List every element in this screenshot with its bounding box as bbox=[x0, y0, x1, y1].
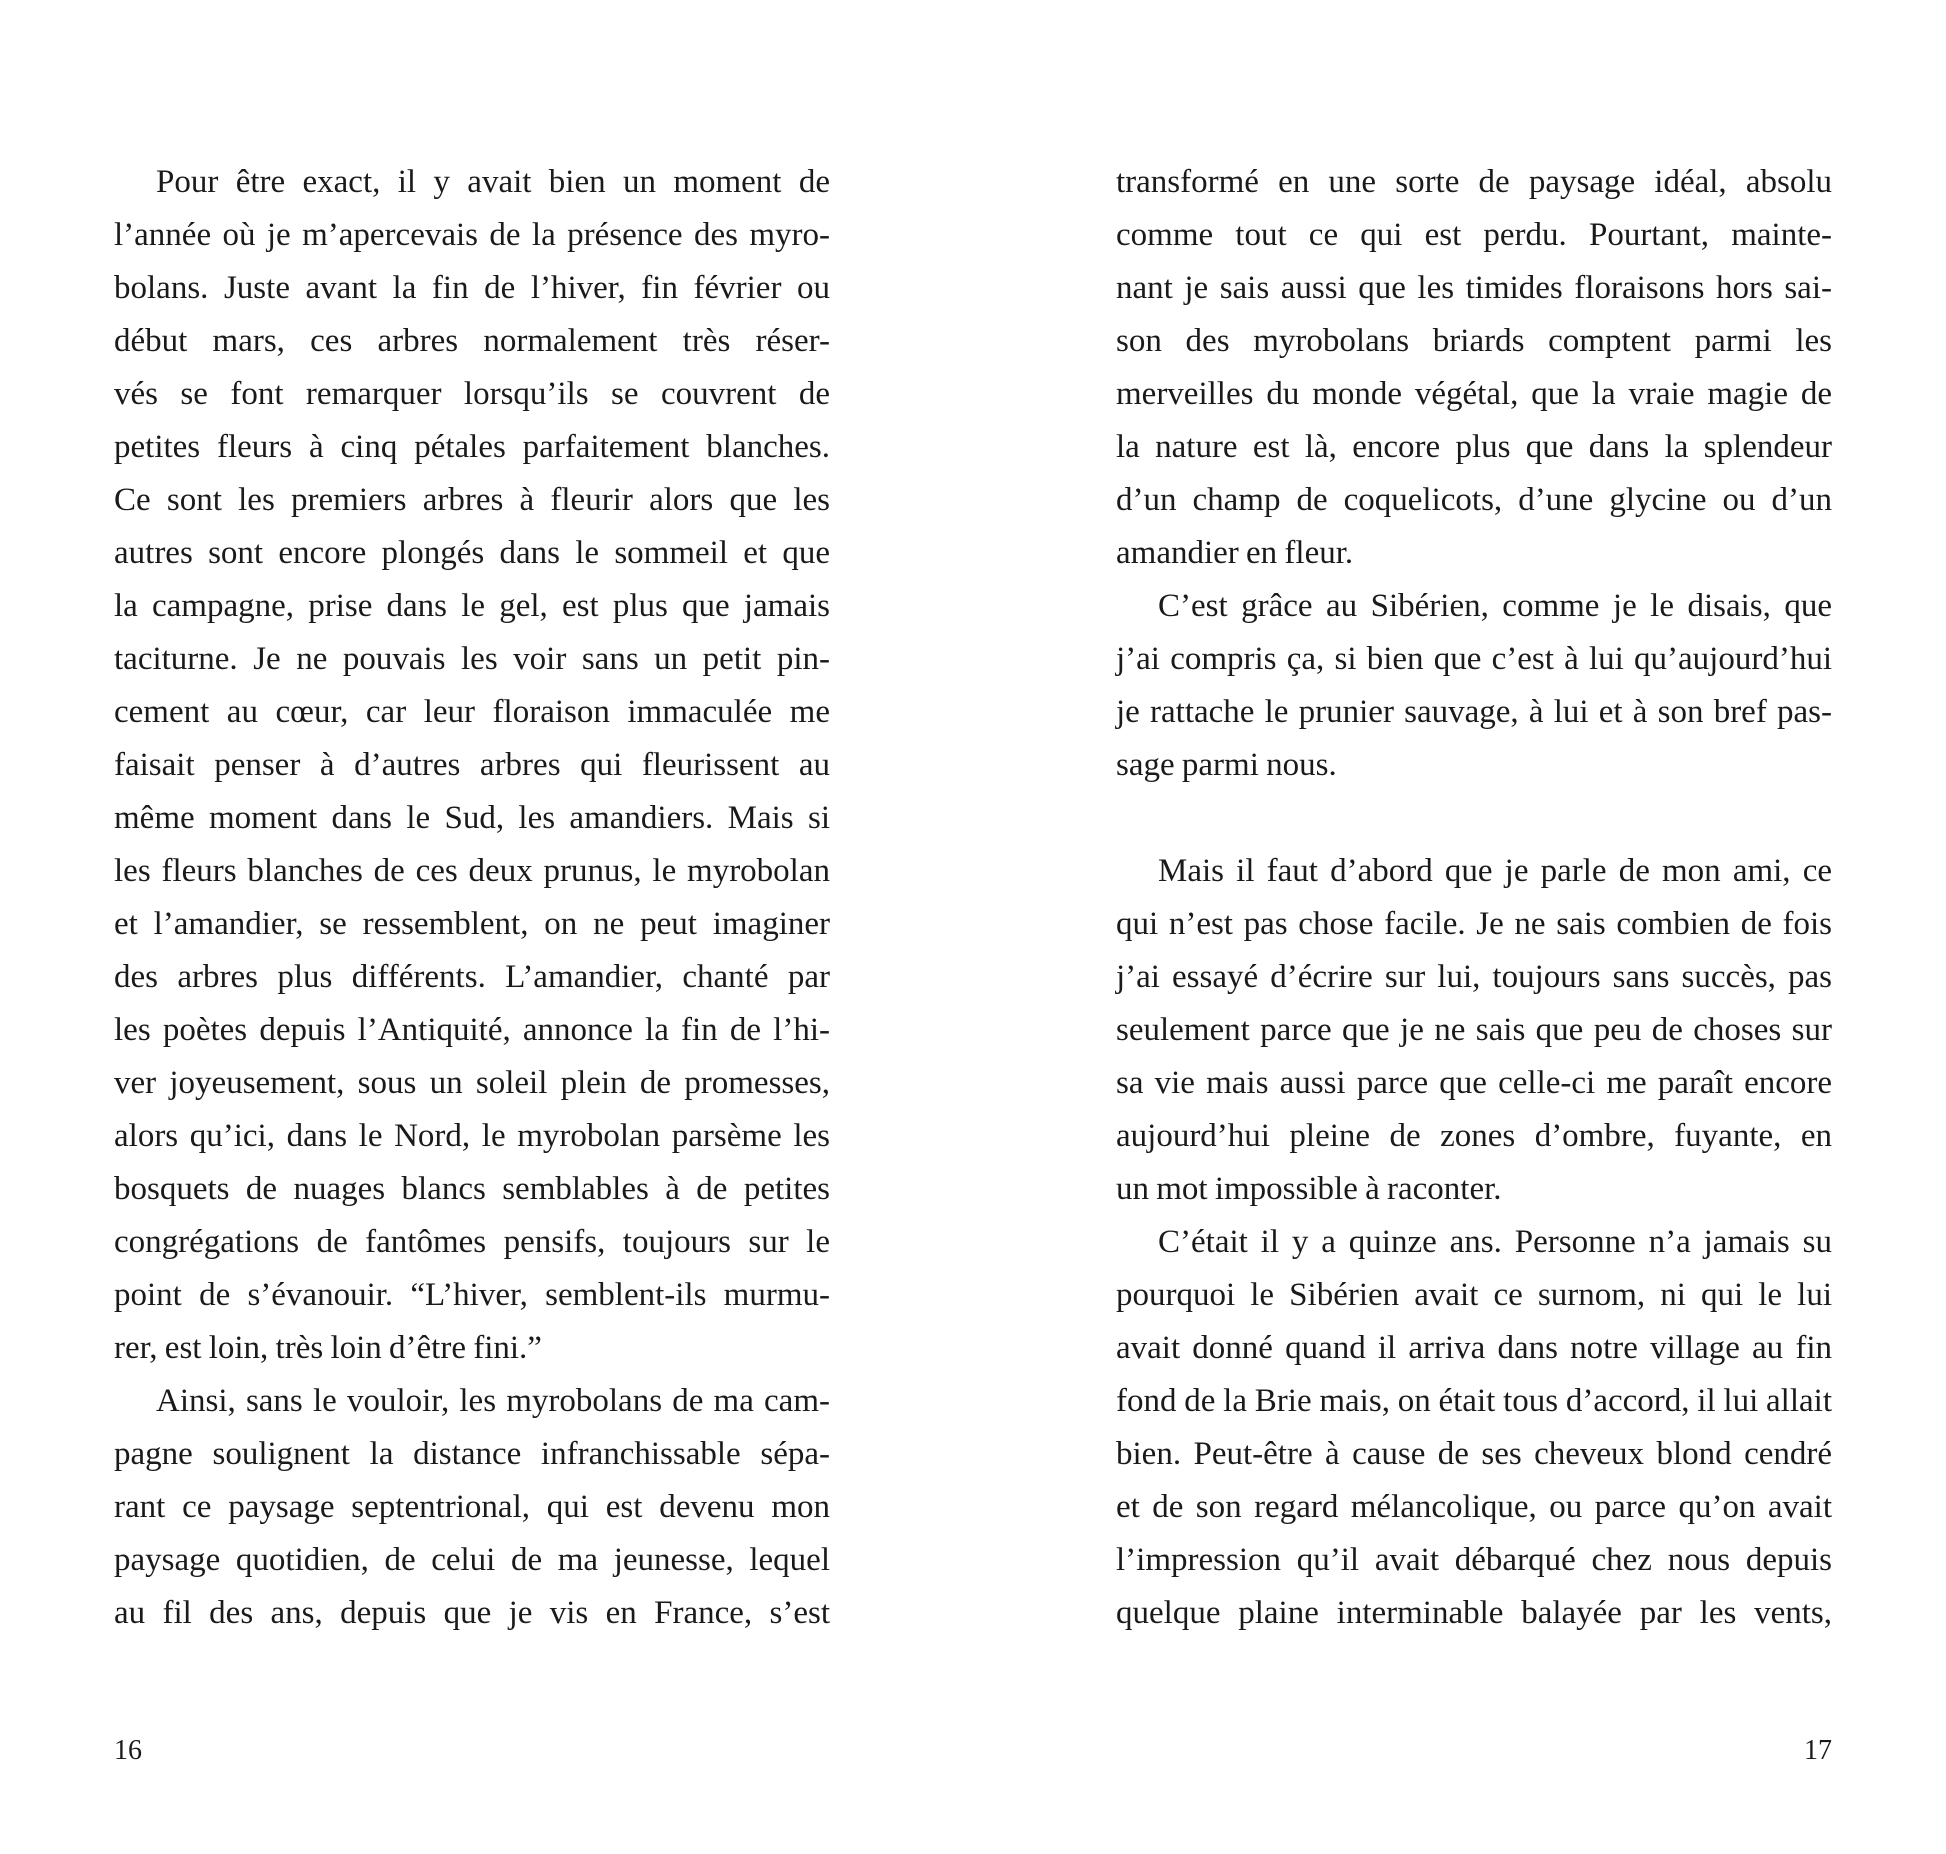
text-line: la campagne, prise dans le gel, est plus que jamais bbox=[114, 588, 830, 624]
text-line: ver joyeusement, sous un soleil plein de promesses, bbox=[114, 1065, 830, 1101]
text-line: Ce sont les premiers arbres à fleurir alors que les bbox=[114, 482, 830, 518]
text-line: et de son regard mélancolique, ou parce qu’on avait bbox=[1116, 1489, 1832, 1525]
text-line: un mot impossible à raconter. bbox=[1116, 1171, 1502, 1207]
text-line: Ainsi, sans le vouloir, les myrobolans de ma cam- bbox=[156, 1383, 830, 1419]
text-line: taciturne. Je ne pouvais les voir sans un petit pin- bbox=[114, 641, 830, 677]
text-line: j’ai essayé d’écrire sur lui, toujours sans succès, pas bbox=[1116, 959, 1832, 995]
page-number-left: 16 bbox=[114, 1735, 142, 1766]
text-line: l’impression qu’il avait débarqué chez nous depuis bbox=[1116, 1542, 1832, 1578]
text-line: au fil des ans, depuis que je vis en France, s’est bbox=[114, 1595, 830, 1631]
text-line: rant ce paysage septentrional, qui est devenu mon bbox=[114, 1489, 830, 1525]
text-line: des arbres plus différents. L’amandier, chanté par bbox=[114, 959, 830, 995]
text-line: Mais il faut d’abord que je parle de mon ami, ce bbox=[1158, 853, 1832, 889]
text-line: d’un champ de coquelicots, d’une glycine ou d’un bbox=[1116, 482, 1832, 518]
blank-line bbox=[1116, 792, 1832, 845]
text-line: pourquoi le Sibérien avait ce surnom, ni qui le lui bbox=[1116, 1277, 1832, 1313]
text-line: alors qu’ici, dans le Nord, le myrobolan parsème les bbox=[114, 1118, 830, 1154]
page-number-right: 17 bbox=[1804, 1735, 1832, 1766]
text-line: sa vie mais aussi parce que celle-ci me paraît encore bbox=[1116, 1065, 1832, 1101]
text-line: pagne soulignent la distance infranchissable sépa- bbox=[114, 1436, 830, 1472]
text-line: j’ai compris ça, si bien que c’est à lui qu’aujourd’hui bbox=[1116, 641, 1832, 677]
text-line: cement au cœur, car leur floraison immaculée me bbox=[114, 694, 830, 730]
text-line: et l’amandier, se ressemblent, on ne peut imaginer bbox=[114, 906, 830, 942]
text-line: congrégations de fantômes pensifs, toujours sur le bbox=[114, 1224, 830, 1260]
page-right-text-column bbox=[1116, 156, 1832, 1640]
text-line: merveilles du monde végétal, que la vraie magie de bbox=[1116, 376, 1832, 412]
text-line: la nature est là, encore plus que dans la splendeur bbox=[1116, 429, 1832, 465]
text-line: autres sont encore plongés dans le sommeil et que bbox=[114, 535, 830, 571]
text-line: point de s’évanouir. “L’hiver, semblent-ils murmu- bbox=[114, 1277, 830, 1313]
text-line: amandier en fleur. bbox=[1116, 535, 1354, 571]
text-line: transformé en une sorte de paysage idéal, absolu bbox=[1116, 164, 1832, 200]
text-line: seulement parce que je ne sais que peu de choses sur bbox=[1116, 1012, 1832, 1048]
text-line: même moment dans le Sud, les amandiers. Mais si bbox=[114, 800, 830, 836]
text-line: avait donné quand il arriva dans notre village au fin bbox=[1116, 1330, 1832, 1366]
text-line: je rattache le prunier sauvage, à lui et à son bref pas- bbox=[1116, 694, 1832, 730]
text-line: faisait penser à d’autres arbres qui fleurissent au bbox=[114, 747, 830, 783]
text-line: bosquets de nuages blancs semblables à de petites bbox=[114, 1171, 830, 1207]
text-line: fond de la Brie mais, on était tous d’accord, il lui allait bbox=[1116, 1383, 1832, 1419]
text-line: comme tout ce qui est perdu. Pourtant, mainte- bbox=[1116, 217, 1832, 253]
text-line: nant je sais aussi que les timides floraisons hors sai- bbox=[1116, 270, 1832, 306]
text-line: bien. Peut-être à cause de ses cheveux blond cendré bbox=[1116, 1436, 1832, 1472]
text-line: les poètes depuis l’Antiquité, annonce la fin de l’hi- bbox=[114, 1012, 830, 1048]
text-line: rer, est loin, très loin d’être fini.” bbox=[114, 1330, 542, 1366]
text-line: petites fleurs à cinq pétales parfaitement blanches. bbox=[114, 429, 830, 465]
text-line: qui n’est pas chose facile. Je ne sais combien de fois bbox=[1116, 906, 1832, 942]
text-line: son des myrobolans briards comptent parmi les bbox=[1116, 323, 1832, 359]
text-line: l’année où je m’apercevais de la présence des myro- bbox=[114, 217, 830, 253]
text-line: quelque plaine interminable balayée par les vents, bbox=[1116, 1595, 1832, 1631]
text-line: sage parmi nous. bbox=[1116, 747, 1337, 783]
text-line: Pour être exact, il y avait bien un moment de bbox=[156, 164, 830, 200]
text-line: les fleurs blanches de ces deux prunus, le myrobolan bbox=[114, 853, 830, 889]
text-line: C’était il y a quinze ans. Personne n’a jamais su bbox=[1158, 1224, 1832, 1260]
text-line: bolans. Juste avant la fin de l’hiver, fin février ou bbox=[114, 270, 830, 306]
text-line: paysage quotidien, de celui de ma jeunesse, lequel bbox=[114, 1542, 830, 1578]
text-line: début mars, ces arbres normalement très réser- bbox=[114, 323, 830, 359]
text-line: C’est grâce au Sibérien, comme je le disais, que bbox=[1158, 588, 1832, 624]
text-line: vés se font remarquer lorsqu’ils se couvrent de bbox=[114, 376, 830, 412]
page-left-text-column bbox=[114, 156, 830, 1640]
text-line: aujourd’hui pleine de zones d’ombre, fuyante, en bbox=[1116, 1118, 1832, 1154]
